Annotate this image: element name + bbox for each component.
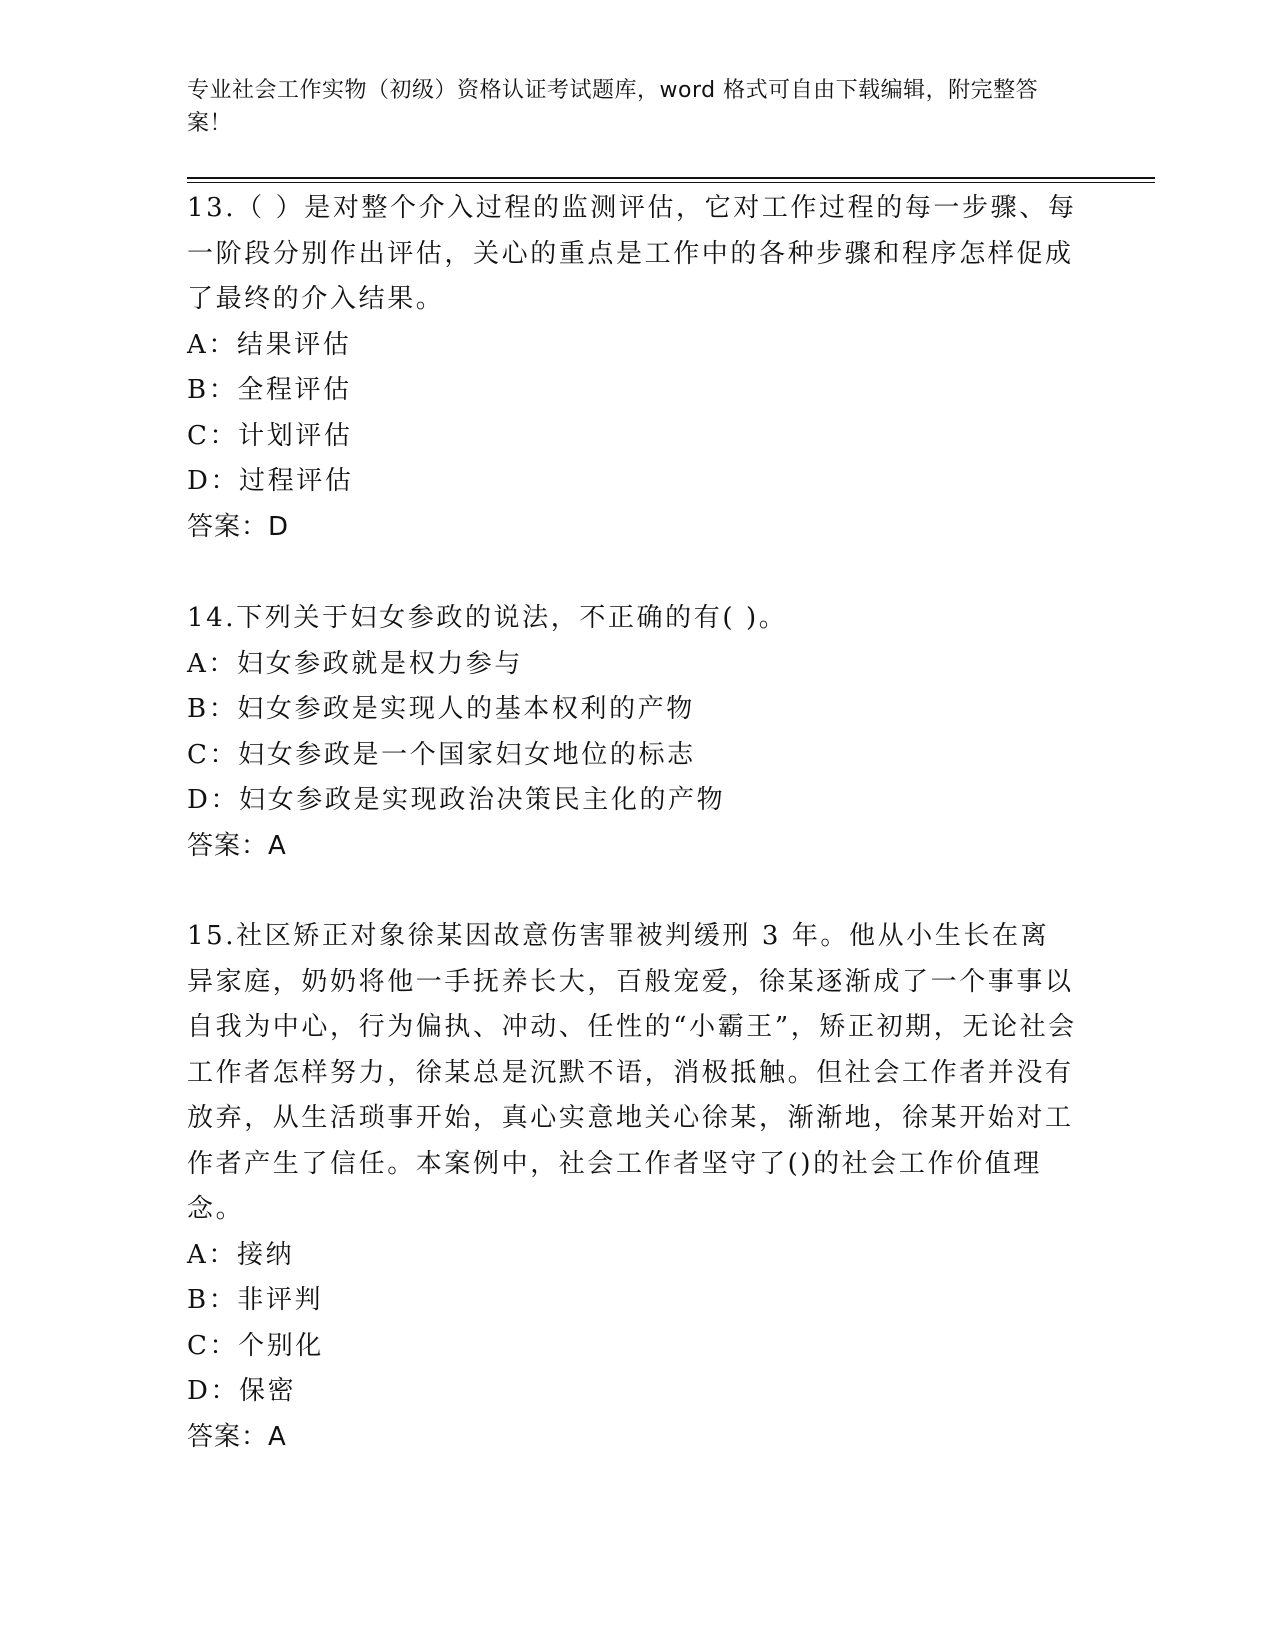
header-rule-thin <box>187 182 1155 183</box>
option-b: B：全程评估 <box>187 375 352 405</box>
option-c: C：个别化 <box>187 1330 324 1361</box>
option-c: C：计划评估 <box>187 420 353 451</box>
option-d: D：保密 <box>187 1376 297 1406</box>
answer-line: 答案：A <box>187 830 287 861</box>
question-15 <box>187 914 1077 1460</box>
question-stem: 13.（ ）是对整个介入过程的监测评估，它对工作过程的每一步骤、每一阶段分别作出评估，关心的重点是工作中的各种步骤和程序怎样促成了最终的介入结果。 <box>187 193 1077 314</box>
question-stem: 15.社区矫正对象徐某因故意伤害罪被判缓刑 3 年。他从小生长在离异家庭，奶奶将他一手抚养长大，百般宠爱，徐某逐渐成了一个事事以自我为中心，行为偏执、冲动、任性的“小霸王”，矫正初期，无论社会工作者怎样努力，徐某总是沉默不语，消极抵触。但社会工作者并没有放弃，从生活琐事开始，真心实意地关心徐某，渐渐地，徐某开始对工作者产生了信任。本案例中，社会工作者坚守了()的社会工作价值理念。 <box>187 921 1077 1224</box>
document-header: 专业社会工作实物（初级）资格认证考试题库，word 格式可自由下载编辑，附完整答案！ <box>187 78 1039 136</box>
question-stem: 14.下列关于妇女参政的说法，不正确的有( )。 <box>187 603 788 633</box>
option-a: A：结果评估 <box>187 329 352 360</box>
option-d: D：妇女参政是实现政治决策民主化的产物 <box>187 785 726 815</box>
option-a: A：接纳 <box>187 1239 295 1270</box>
header-rule-thick <box>187 177 1155 179</box>
answer-line: 答案：A <box>187 1421 287 1452</box>
option-b: B：妇女参政是实现人的基本权利的产物 <box>187 694 695 724</box>
option-b: B：非评判 <box>187 1285 324 1315</box>
question-13 <box>187 186 1077 550</box>
question-14 <box>187 596 1077 869</box>
option-c: C：妇女参政是一个国家妇女地位的标志 <box>187 739 696 770</box>
answer-line: 答案：D <box>187 511 290 542</box>
option-a: A：妇女参政就是权力参与 <box>187 648 523 679</box>
option-d: D：过程评估 <box>187 466 354 496</box>
